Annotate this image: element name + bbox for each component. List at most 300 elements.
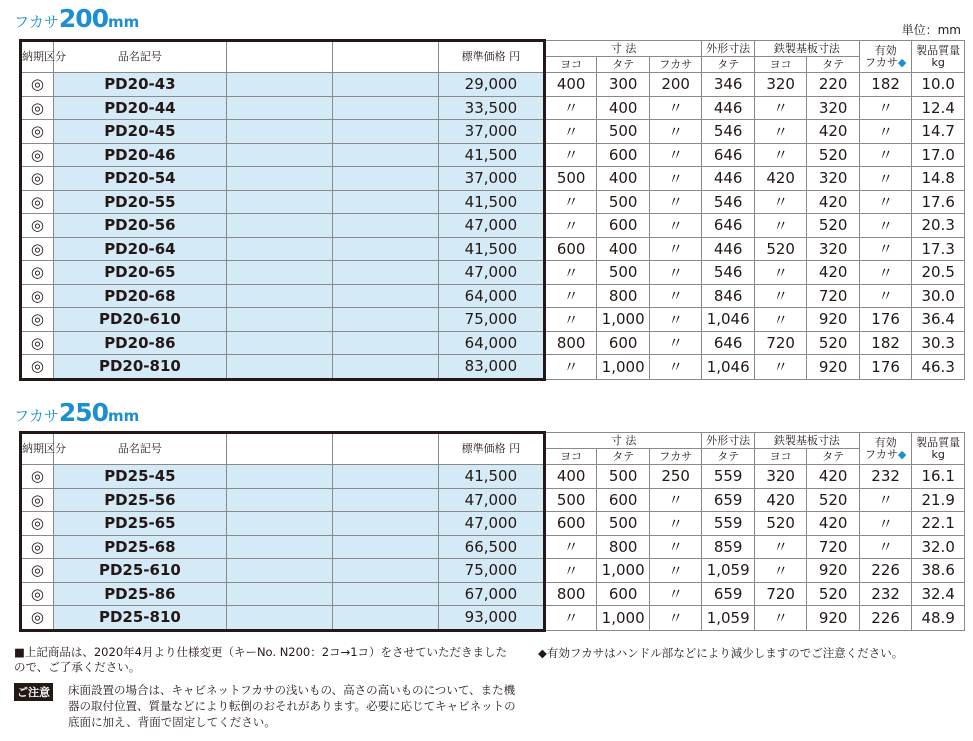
weight: 32.0: [912, 535, 965, 559]
dim-tate: 400: [597, 167, 649, 191]
class-mark: ◎: [21, 261, 54, 285]
plate-yoko: 〃: [754, 355, 806, 380]
table-row: [21, 535, 965, 559]
header-weight-label: 製品質量: [916, 435, 961, 449]
blank-cell: [332, 167, 438, 191]
blank-cell: [332, 535, 438, 559]
header-weight-unit: kg: [931, 447, 945, 461]
product-code: PD20-46: [53, 143, 226, 167]
blank-cell: [332, 488, 438, 512]
product-code: PD20-810: [53, 355, 226, 380]
weight: 36.4: [912, 308, 965, 332]
price: 41,500: [438, 465, 544, 489]
diamond-icon: ◆: [897, 447, 907, 461]
dim-fukasa: 250: [649, 465, 702, 489]
blank-cell: [226, 535, 332, 559]
header-blank-2: [332, 41, 438, 73]
dim-yoko: 800: [544, 331, 596, 355]
weight: 17.0: [912, 143, 965, 167]
dim-tate: 1,000: [597, 308, 649, 332]
header-effective-depth: [859, 41, 911, 73]
dim-tate: 600: [597, 331, 649, 355]
outer-tate: 446: [702, 96, 754, 120]
header-dims: 寸 法: [544, 41, 702, 57]
table-row: [21, 582, 965, 606]
spec-change-note: ■上記商品は、2020年4月より仕様変更（キーNo. N200：2コ→1コ）をさせていただきましたので、ご了承ください。: [14, 645, 508, 674]
dim-fukasa: 〃: [649, 190, 702, 214]
dim-fukasa: 〃: [649, 512, 702, 536]
dim-fukasa: 〃: [649, 535, 702, 559]
price: 41,500: [438, 143, 544, 167]
plate-tate: 420: [807, 261, 859, 285]
header-class: 納期区分: [21, 41, 54, 73]
effective-depth: 232: [859, 582, 911, 606]
class-mark: ◎: [21, 143, 54, 167]
dim-yoko: 〃: [544, 214, 596, 238]
blank-cell: [332, 355, 438, 380]
plate-tate: 520: [807, 331, 859, 355]
price: 47,000: [438, 261, 544, 285]
header-name: 品名記号: [53, 433, 226, 465]
weight: 14.7: [912, 120, 965, 144]
plate-tate: 520: [807, 143, 859, 167]
product-code: PD20-64: [53, 237, 226, 261]
plate-yoko: 〃: [754, 214, 806, 238]
product-code: PD20-56: [53, 214, 226, 238]
dim-yoko: 400: [544, 465, 596, 489]
plate-yoko: 〃: [754, 96, 806, 120]
caution-label: ご注意: [14, 683, 53, 701]
product-code: PD20-44: [53, 96, 226, 120]
dim-yoko: 〃: [544, 143, 596, 167]
product-code: PD20-43: [53, 73, 226, 97]
dim-tate: 1,000: [597, 559, 649, 583]
dim-tate: 300: [597, 73, 649, 97]
table-row: [21, 488, 965, 512]
outer-tate: 1,059: [702, 606, 754, 631]
effective-depth: 〃: [859, 96, 911, 120]
plate-tate: 320: [807, 96, 859, 120]
plate-tate: 920: [807, 308, 859, 332]
plate-tate: 420: [807, 465, 859, 489]
title-number: 250: [58, 398, 109, 427]
title-unit: mm: [108, 407, 140, 425]
plate-tate: 720: [807, 284, 859, 308]
blank-cell: [226, 308, 332, 332]
weight: 32.4: [912, 582, 965, 606]
effective-depth: 〃: [859, 512, 911, 536]
dim-fukasa: 〃: [649, 237, 702, 261]
weight: 17.3: [912, 237, 965, 261]
price: 75,000: [438, 308, 544, 332]
header-fukasa: フカサ: [649, 449, 702, 465]
plate-tate: 720: [807, 535, 859, 559]
dim-fukasa: 〃: [649, 582, 702, 606]
price: 47,000: [438, 214, 544, 238]
table-row: [21, 96, 965, 120]
effective-depth-note: ◆有効フカサはハンドル部などにより減少しますのでご注意ください。: [538, 646, 904, 660]
blank-cell: [226, 73, 332, 97]
effective-depth: 〃: [859, 284, 911, 308]
outer-tate: 646: [702, 331, 754, 355]
weight: 30.3: [912, 331, 965, 355]
product-code: PD25-45: [53, 465, 226, 489]
outer-tate: 446: [702, 237, 754, 261]
blank-cell: [226, 237, 332, 261]
header-eff-label-2: フカサ: [864, 447, 898, 461]
price: 41,500: [438, 190, 544, 214]
price: 67,000: [438, 582, 544, 606]
effective-depth: 176: [859, 308, 911, 332]
dim-fukasa: 〃: [649, 355, 702, 380]
class-mark: ◎: [21, 167, 54, 191]
product-code: PD20-54: [53, 167, 226, 191]
price: 41,500: [438, 237, 544, 261]
dim-yoko: 600: [544, 237, 596, 261]
price: 47,000: [438, 512, 544, 536]
title-prefix: フカサ: [14, 407, 59, 425]
plate-yoko: 〃: [754, 284, 806, 308]
header-outer: 外形寸法: [702, 433, 754, 449]
class-mark: ◎: [21, 559, 54, 583]
dim-tate: 500: [597, 190, 649, 214]
dim-fukasa: 200: [649, 73, 702, 97]
dim-yoko: 〃: [544, 308, 596, 332]
effective-depth: 〃: [859, 120, 911, 144]
outer-tate: 546: [702, 120, 754, 144]
product-code: PD25-610: [53, 559, 226, 583]
header-tate: タテ: [597, 449, 649, 465]
header-weight: [912, 41, 965, 73]
table-row: [21, 331, 965, 355]
class-mark: ◎: [21, 512, 54, 536]
effective-depth: 182: [859, 331, 911, 355]
effective-depth: 〃: [859, 237, 911, 261]
dim-fukasa: 〃: [649, 559, 702, 583]
blank-cell: [226, 582, 332, 606]
dim-fukasa: 〃: [649, 331, 702, 355]
plate-yoko: 520: [754, 237, 806, 261]
product-code: PD20-65: [53, 261, 226, 285]
table-row: [21, 606, 965, 631]
dim-yoko: 〃: [544, 355, 596, 380]
header-blank-2: [332, 433, 438, 465]
dim-yoko: 400: [544, 73, 596, 97]
class-mark: ◎: [21, 237, 54, 261]
class-mark: ◎: [21, 214, 54, 238]
effective-depth: 〃: [859, 535, 911, 559]
outer-tate: 546: [702, 190, 754, 214]
product-code: PD20-610: [53, 308, 226, 332]
diamond-icon: ◆: [897, 55, 907, 69]
product-code: PD25-65: [53, 512, 226, 536]
table-row: [21, 284, 965, 308]
plate-tate: 220: [807, 73, 859, 97]
header-yoko: ヨコ: [544, 449, 596, 465]
title-prefix: フカサ: [14, 13, 59, 31]
product-code: PD20-68: [53, 284, 226, 308]
blank-cell: [332, 237, 438, 261]
blank-cell: [332, 190, 438, 214]
weight: 46.3: [912, 355, 965, 380]
dim-tate: 400: [597, 237, 649, 261]
outer-tate: 1,046: [702, 308, 754, 332]
dim-tate: 600: [597, 214, 649, 238]
effective-depth: 〃: [859, 143, 911, 167]
plate-tate: 420: [807, 120, 859, 144]
dim-fukasa: 〃: [649, 284, 702, 308]
plate-tate: 420: [807, 512, 859, 536]
outer-tate: 1,059: [702, 559, 754, 583]
product-code: PD20-86: [53, 331, 226, 355]
section-title-250: [14, 398, 139, 427]
header-weight-unit: kg: [931, 55, 945, 69]
class-mark: ◎: [21, 582, 54, 606]
blank-cell: [226, 559, 332, 583]
price: 75,000: [438, 559, 544, 583]
dim-tate: 500: [597, 261, 649, 285]
blank-cell: [226, 465, 332, 489]
weight: 16.1: [912, 465, 965, 489]
blank-cell: [332, 143, 438, 167]
price: 66,500: [438, 535, 544, 559]
header-eff-label: 有効: [874, 435, 897, 449]
dim-tate: 600: [597, 488, 649, 512]
plate-yoko: 〃: [754, 535, 806, 559]
plate-tate: 920: [807, 606, 859, 631]
table-row: [21, 237, 965, 261]
product-code: PD20-45: [53, 120, 226, 144]
price: 93,000: [438, 606, 544, 631]
header-blank-1: [226, 433, 332, 465]
header-eff-label-2: フカサ: [864, 55, 898, 69]
dim-yoko: 500: [544, 488, 596, 512]
dim-yoko: 800: [544, 582, 596, 606]
dim-yoko: 〃: [544, 261, 596, 285]
plate-tate: 320: [807, 237, 859, 261]
product-code: PD25-810: [53, 606, 226, 631]
title-number: 200: [58, 4, 109, 33]
header-plate-tate: タテ: [807, 57, 859, 73]
plate-yoko: 〃: [754, 261, 806, 285]
plate-yoko: 〃: [754, 606, 806, 631]
class-mark: ◎: [21, 606, 54, 631]
header-price: 標準価格 円: [438, 433, 544, 465]
product-code: PD25-56: [53, 488, 226, 512]
blank-cell: [332, 559, 438, 583]
blank-cell: [332, 261, 438, 285]
section-title-200: [14, 4, 139, 33]
dim-tate: 800: [597, 535, 649, 559]
outer-tate: 446: [702, 167, 754, 191]
plate-yoko: 720: [754, 582, 806, 606]
header-weight: [912, 433, 965, 465]
price: 83,000: [438, 355, 544, 380]
plate-yoko: 420: [754, 488, 806, 512]
plate-tate: 520: [807, 582, 859, 606]
plate-yoko: 320: [754, 73, 806, 97]
dim-tate: 1,000: [597, 355, 649, 380]
price: 33,500: [438, 96, 544, 120]
outer-tate: 646: [702, 143, 754, 167]
class-mark: ◎: [21, 488, 54, 512]
plate-yoko: 720: [754, 331, 806, 355]
header-outer-tate: タテ: [702, 57, 754, 73]
header-outer: 外形寸法: [702, 41, 754, 57]
dim-tate: 500: [597, 465, 649, 489]
table-row: [21, 465, 965, 489]
dim-fukasa: 〃: [649, 214, 702, 238]
header-plate: 鉄製基板寸法: [754, 433, 859, 449]
header-price: 標準価格 円: [438, 41, 544, 73]
dim-yoko: 〃: [544, 120, 596, 144]
dim-yoko: 〃: [544, 96, 596, 120]
weight: 20.3: [912, 214, 965, 238]
outer-tate: 859: [702, 535, 754, 559]
outer-tate: 1,046: [702, 355, 754, 380]
blank-cell: [226, 331, 332, 355]
class-mark: ◎: [21, 308, 54, 332]
blank-cell: [226, 488, 332, 512]
spec-table-250: [19, 431, 965, 632]
dim-tate: 800: [597, 284, 649, 308]
header-yoko: ヨコ: [544, 57, 596, 73]
plate-tate: 520: [807, 488, 859, 512]
dim-fukasa: 〃: [649, 167, 702, 191]
plate-tate: 520: [807, 214, 859, 238]
header-dims: 寸 法: [544, 433, 702, 449]
plate-yoko: 〃: [754, 120, 806, 144]
plate-tate: 320: [807, 167, 859, 191]
effective-depth: 232: [859, 465, 911, 489]
price: 47,000: [438, 488, 544, 512]
price: 64,000: [438, 331, 544, 355]
table-row: [21, 143, 965, 167]
caution-text: 床面設置の場合は、キャビネットフカサの浅いもの、高さの高いものについて、また機器の取付位置、質量などにより転倒のおそれがあります。必要に応じてキャビネットの底面に加え、背面で固定してください。: [68, 683, 516, 729]
table-row: [21, 512, 965, 536]
blank-cell: [226, 214, 332, 238]
dim-fukasa: 〃: [649, 120, 702, 144]
header-name: 品名記号: [53, 41, 226, 73]
outer-tate: 659: [702, 582, 754, 606]
plate-yoko: 〃: [754, 308, 806, 332]
blank-cell: [332, 120, 438, 144]
table-row: [21, 261, 965, 285]
blank-cell: [226, 606, 332, 631]
dim-fukasa: 〃: [649, 488, 702, 512]
blank-cell: [226, 261, 332, 285]
dim-tate: 600: [597, 582, 649, 606]
effective-depth: 〃: [859, 167, 911, 191]
product-code: PD20-55: [53, 190, 226, 214]
blank-cell: [226, 355, 332, 380]
price: 64,000: [438, 284, 544, 308]
blank-cell: [226, 143, 332, 167]
dim-tate: 400: [597, 96, 649, 120]
plate-tate: 420: [807, 190, 859, 214]
weight: 38.6: [912, 559, 965, 583]
weight: 30.0: [912, 284, 965, 308]
plate-yoko: 〃: [754, 143, 806, 167]
plate-yoko: 420: [754, 167, 806, 191]
table-row: [21, 73, 965, 97]
dim-fukasa: 〃: [649, 261, 702, 285]
class-mark: ◎: [21, 465, 54, 489]
effective-depth: 〃: [859, 214, 911, 238]
blank-cell: [332, 606, 438, 631]
class-mark: ◎: [21, 96, 54, 120]
table-row: [21, 355, 965, 380]
dim-tate: 500: [597, 512, 649, 536]
weight: 22.1: [912, 512, 965, 536]
class-mark: ◎: [21, 73, 54, 97]
price: 29,000: [438, 73, 544, 97]
class-mark: ◎: [21, 331, 54, 355]
plate-tate: 920: [807, 559, 859, 583]
dim-tate: 500: [597, 120, 649, 144]
blank-cell: [332, 73, 438, 97]
blank-cell: [332, 96, 438, 120]
table-row: [21, 308, 965, 332]
table-body: [21, 465, 965, 631]
effective-depth: 〃: [859, 190, 911, 214]
effective-depth: 〃: [859, 488, 911, 512]
header-effective-depth: [859, 433, 911, 465]
dim-fukasa: 〃: [649, 606, 702, 631]
plate-tate: 920: [807, 355, 859, 380]
header-plate: 鉄製基板寸法: [754, 41, 859, 57]
table-row: [21, 120, 965, 144]
blank-cell: [226, 167, 332, 191]
weight: 48.9: [912, 606, 965, 631]
weight: 10.0: [912, 73, 965, 97]
plate-yoko: 〃: [754, 559, 806, 583]
price: 37,000: [438, 167, 544, 191]
price: 37,000: [438, 120, 544, 144]
outer-tate: 346: [702, 73, 754, 97]
weight: 12.4: [912, 96, 965, 120]
table-row: [21, 190, 965, 214]
header-weight-label: 製品質量: [916, 43, 961, 57]
header-plate-yoko: ヨコ: [754, 449, 806, 465]
weight: 20.5: [912, 261, 965, 285]
blank-cell: [332, 582, 438, 606]
dim-yoko: 〃: [544, 284, 596, 308]
plate-yoko: 〃: [754, 190, 806, 214]
outer-tate: 546: [702, 261, 754, 285]
blank-cell: [226, 96, 332, 120]
blank-cell: [332, 331, 438, 355]
plate-yoko: 520: [754, 512, 806, 536]
blank-cell: [332, 512, 438, 536]
dim-tate: 1,000: [597, 606, 649, 631]
header-eff-label: 有効: [874, 43, 897, 57]
table-row: [21, 167, 965, 191]
dim-yoko: 〃: [544, 190, 596, 214]
blank-cell: [226, 120, 332, 144]
effective-depth: 226: [859, 559, 911, 583]
effective-depth: 226: [859, 606, 911, 631]
blank-cell: [332, 465, 438, 489]
table-row: [21, 214, 965, 238]
class-mark: ◎: [21, 284, 54, 308]
outer-tate: 659: [702, 488, 754, 512]
dim-yoko: 500: [544, 167, 596, 191]
table-body: [21, 73, 965, 380]
effective-depth: 182: [859, 73, 911, 97]
dim-fukasa: 〃: [649, 308, 702, 332]
effective-depth: 176: [859, 355, 911, 380]
